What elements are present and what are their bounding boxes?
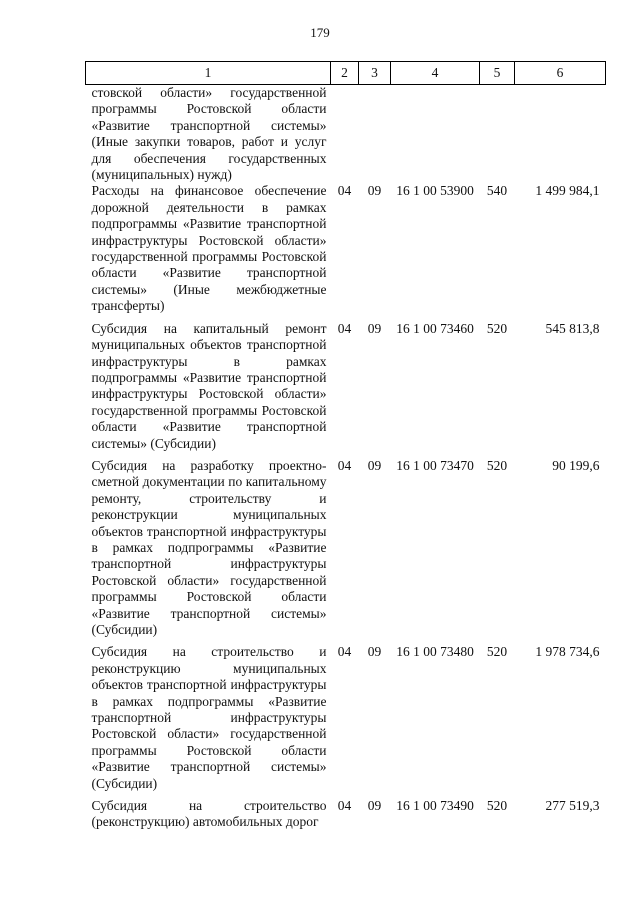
row-amount: 545 813,8	[545, 320, 600, 336]
row-target-article	[391, 85, 480, 184]
row-description: Расходы на финансовое обеспечение дорожной деятельности в рамках подпрограммы «Развитие транспортной инфраструктуры Ростовской области» государственной программы Ростовской области «Развитие транспортной системы» (Иные межбюджетные трансферты)	[91, 183, 327, 314]
column-header: 3	[359, 62, 391, 85]
table-row	[86, 458, 606, 644]
row-expense-type: 520	[486, 798, 508, 814]
row-amount: 277 519,3	[545, 798, 600, 814]
row-description: Субсидия на строительство (реконструкцию) автомобильных дорог	[91, 798, 327, 830]
column-header: 4	[391, 62, 480, 85]
row-description: Субсидия на строительство и реконструкцию муниципальных объектов транспортной инфраструктуры в рамках подпрограммы «Развитие транспортной инфраструктуры Ростовской области» государственной программы Ростовской области «Развитие транспортной системы» (Субсидии)	[91, 644, 327, 791]
page-number: 179	[310, 25, 330, 40]
row-expense-type: 520	[486, 320, 508, 336]
column-header: 1	[86, 62, 331, 85]
row-target-article: 16 1 00 53900	[396, 183, 474, 199]
row-amount: 90 199,6	[552, 457, 600, 473]
column-header-row	[86, 62, 606, 85]
row-target-article: 16 1 00 73470	[396, 457, 474, 473]
column-header: 2	[331, 62, 359, 85]
row-subsection: 09	[367, 644, 382, 660]
column-header: 6	[515, 62, 606, 85]
row-expense-type: 520	[486, 644, 508, 660]
row-section: 04	[337, 183, 352, 199]
row-expense-type: 540	[486, 183, 508, 199]
row-subsection: 09	[367, 320, 382, 336]
row-target-article: 16 1 00 73480	[396, 644, 474, 660]
row-target-article: 16 1 00 73460	[396, 320, 474, 336]
row-target-article: 16 1 00 73490	[396, 798, 474, 814]
row-expense-type: 520	[486, 457, 508, 473]
table-row	[86, 644, 606, 798]
row-description: Субсидия на капитальный ремонт муниципальных объектов транспортной инфраструктуры в рамках подпрограммы «Развитие транспортной инфраструктуры Ростовской области» государственной программы Ростовской области «Развитие транспортной системы» (Субсидии)	[91, 320, 327, 451]
column-header: 5	[480, 62, 515, 85]
table-row	[86, 183, 606, 320]
row-section: 04	[337, 798, 352, 814]
row-description: Субсидия на разработку проектно-сметной документации по капитальному ремонту, строительству и реконструкции муниципальных объектов транспортной инфраструктуры в рамках подпрограммы «Развитие транспортной инфраструктуры Ростовской области» государственной программы Ростовской области «Развитие транспортной системы» (Субсидии)	[91, 457, 327, 637]
table-row	[86, 321, 606, 458]
row-amount	[515, 85, 606, 184]
budget-table	[85, 61, 606, 837]
row-section: 04	[337, 644, 352, 660]
row-amount: 1 499 984,1	[535, 183, 600, 199]
table-row	[86, 798, 606, 837]
row-amount: 1 978 734,6	[535, 644, 600, 660]
row-section: 04	[337, 320, 352, 336]
row-subsection: 09	[367, 798, 382, 814]
row-subsection: 09	[367, 457, 382, 473]
row-section: 04	[337, 457, 352, 473]
row-description: стовской области» государственной программы Ростовской области «Развитие транспортной системы» (Иные закупки товаров, работ и услуг для обеспечения государственных (муниципальных) нужд)	[91, 85, 327, 183]
row-subsection	[359, 85, 391, 184]
row-expense-type	[480, 85, 515, 184]
row-section	[331, 85, 359, 184]
table-row	[86, 85, 606, 184]
row-subsection: 09	[367, 183, 382, 199]
